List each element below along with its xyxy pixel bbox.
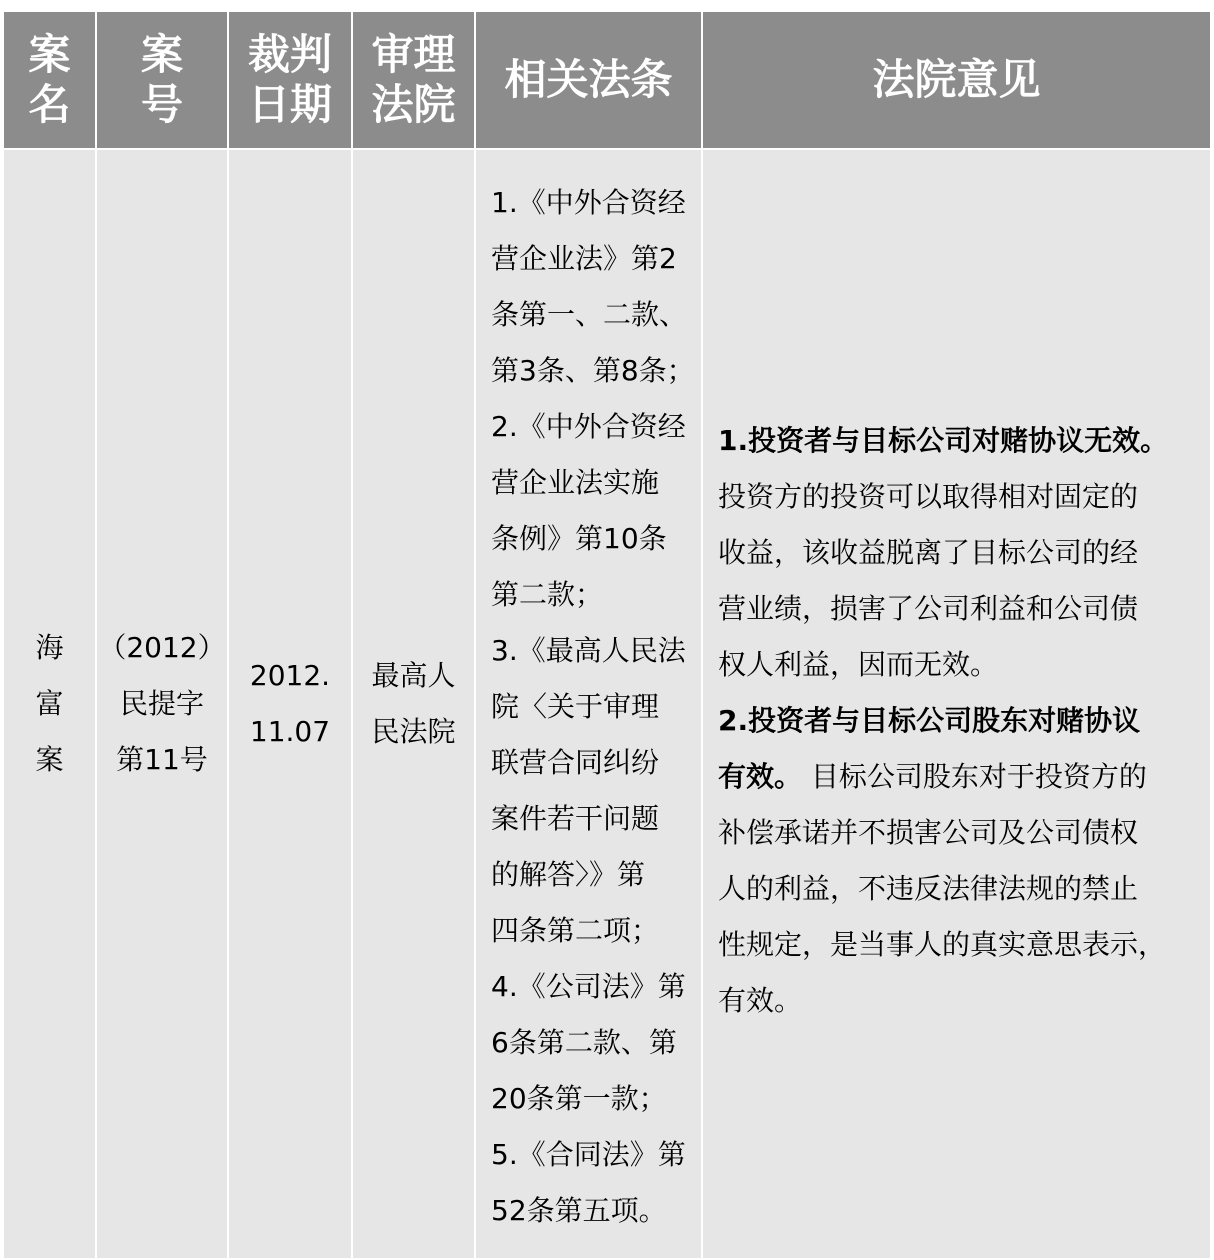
court-line: 最高人 [371,659,456,692]
opinion-line-mixed [718,749,1210,805]
law-line: 52条第五项。 [491,1194,667,1227]
header-court [353,12,476,148]
law-line: 营企业法实施 [491,466,660,499]
cell-laws [476,150,703,1258]
header-laws: 相关法条 [476,12,703,148]
header-case-name-line2: 名 [28,80,71,129]
case-name-char: 富 [35,687,64,720]
table-row [4,150,1210,1258]
opinion-heading-1: 1.投资者与目标公司对赌协议无效。 [718,424,1169,457]
date-line: 11.07 [249,715,331,748]
law-line: 第3条、第8条； [491,354,695,387]
opinion-line: 补偿承诺并不损害公司及公司债权 [718,816,1139,849]
header-case-name [4,12,97,148]
opinion-line: 收益，该收益脱离了目标公司的经 [718,536,1139,569]
opinion-line: 性规定，是当事人的真实意思表示， [718,928,1167,961]
court-line: 民法院 [371,715,456,748]
header-court-line2: 法院 [371,80,456,129]
header-case-no [97,12,229,148]
law-line: 营企业法》第2 [491,242,677,275]
header-case-no-line1: 案 [140,30,183,79]
opinion-heading-2-end: 有效。 [718,760,803,793]
opinion-line: 有效。 [718,984,803,1017]
header-row [4,12,1210,148]
law-line: 20条第一款； [491,1082,667,1115]
law-line: 条第一、二款、 [491,298,688,331]
opinion-line-text: 目标公司股东对于投资方的 [802,760,1147,793]
header-court-line1: 审理 [371,30,456,79]
header-judgment-date-line1: 裁判 [247,30,332,79]
law-line: 2.《中外合资经 [491,410,686,443]
law-line: 6条第二款、第 [491,1026,677,1059]
law-line: 的解答〉》第 [491,858,646,891]
cell-court [353,150,476,1258]
case-table [4,12,1210,1258]
law-line: 院〈关于审理 [491,690,660,723]
opinion-line: 人的利益，不违反法律法规的禁止 [718,872,1139,905]
opinion-line: 投资方的投资可以取得相对固定的 [718,480,1139,513]
opinion-heading-2: 2.投资者与目标公司股东对赌协议 [718,704,1141,737]
cell-judgment-date [229,150,353,1258]
law-line: 案件若干问题 [491,802,660,835]
cell-opinion [703,150,1210,1258]
opinion-line: 权人利益，因而无效。 [718,648,999,681]
header-case-name-line1: 案 [28,30,71,79]
case-no-line: 民提字 [119,687,204,720]
law-line: 条例》第10条 [491,522,667,555]
case-no-line: 第11号 [116,743,208,776]
law-line: 1.《中外合资经 [491,186,686,219]
opinion-line: 营业绩，损害了公司利益和公司债 [718,592,1139,625]
law-line: 联营合同纠纷 [491,746,660,779]
header-judgment-date-line2: 日期 [247,80,332,129]
header-judgment-date [229,12,353,148]
law-line: 第二款； [491,578,604,611]
cell-case-name [4,150,97,1258]
law-line: 4.《公司法》第 [491,970,686,1003]
case-no-line: （2012） [98,631,226,664]
date-line: 2012. [249,659,331,692]
law-line: 3.《最高人民法 [491,634,686,667]
law-line: 5.《合同法》第 [491,1138,686,1171]
case-name-char: 海 [35,631,64,664]
law-line: 四条第二项； [491,914,660,947]
cell-case-no [97,150,229,1258]
header-case-no-line2: 号 [140,80,183,129]
header-opinion: 法院意见 [872,55,1041,104]
case-name-char: 案 [35,743,64,776]
